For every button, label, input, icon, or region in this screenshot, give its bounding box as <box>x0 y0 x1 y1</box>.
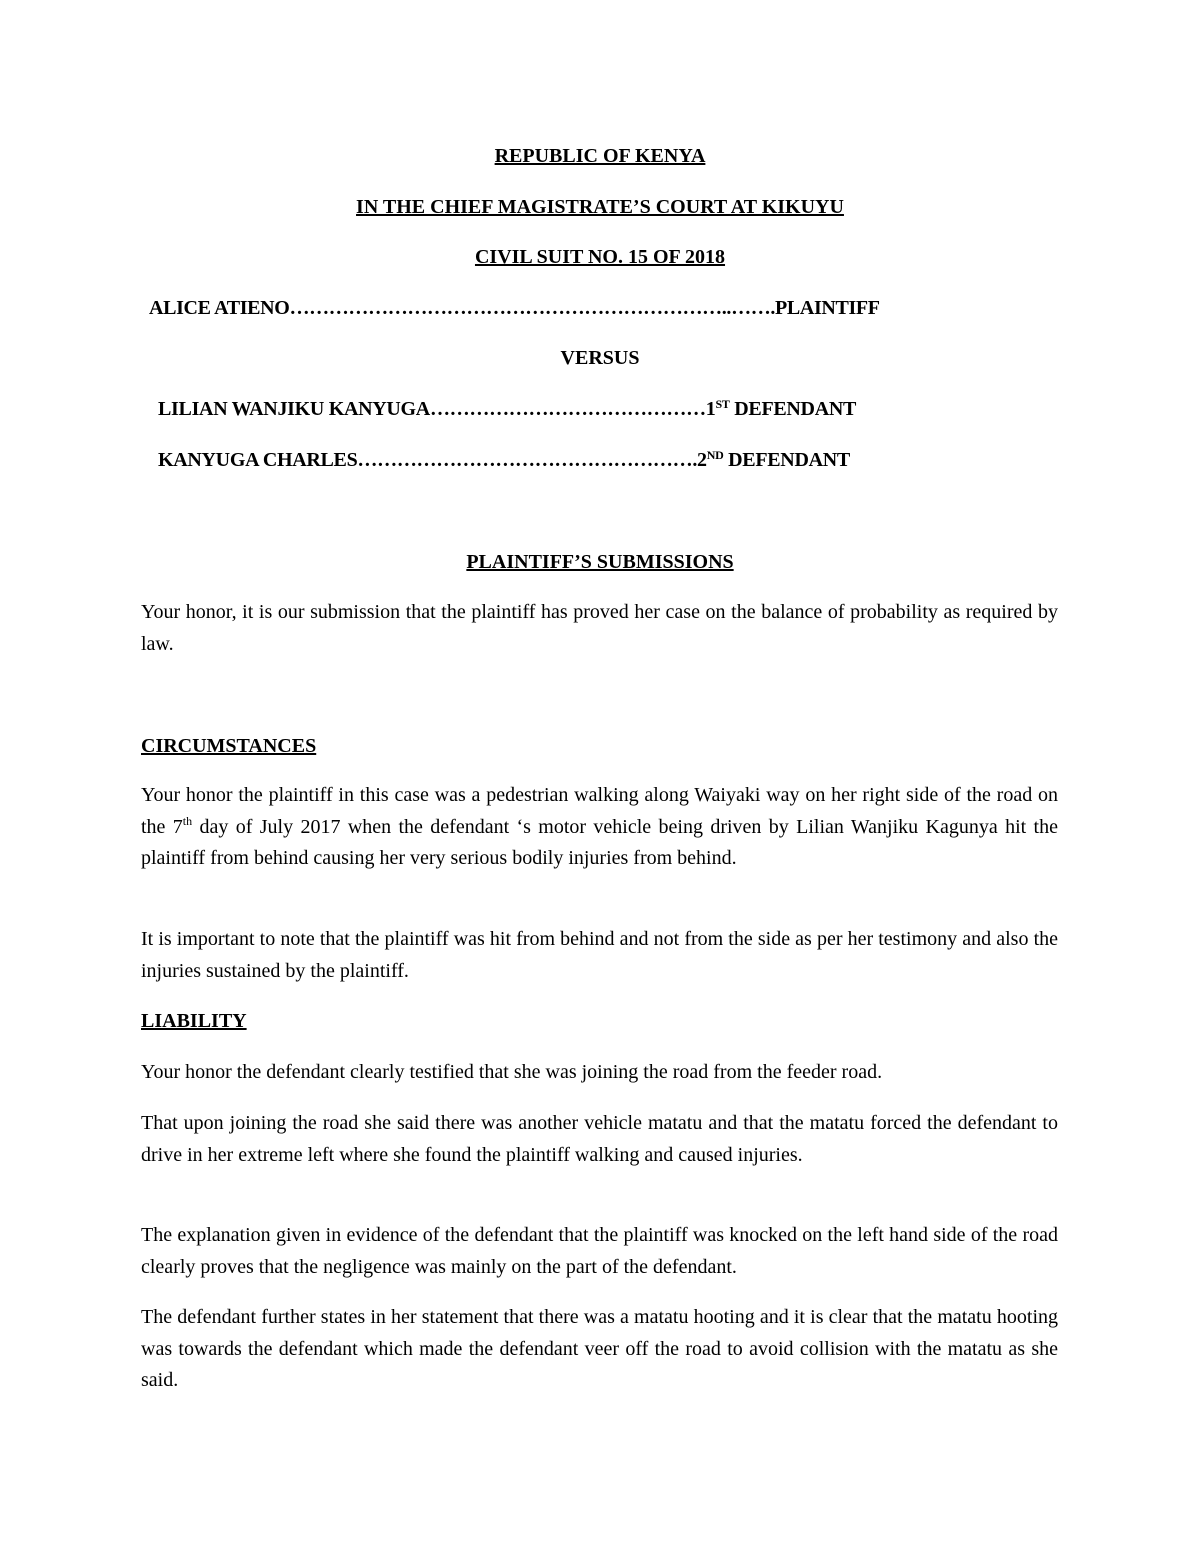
liability-paragraph-3: The explanation given in evidence of the defendant that the plaintiff was knocked on the left hand side of the road clearly proves that the negligence was mainly on the part of the defendant. <box>141 1224 1058 1278</box>
plaintiff-name: ALICE ATIENO <box>149 297 290 319</box>
versus-label: VERSUS <box>560 347 640 369</box>
liability-paragraph-1: Your honor the defendant clearly testified that she was joining the road from the feeder road. <box>141 1061 883 1083</box>
plaintiff-leader-dots: …………………………………………………………..……. <box>289 297 776 319</box>
defendant1-line <box>158 396 856 422</box>
defendant2-number: 2 <box>697 449 707 471</box>
defendant2-line <box>158 447 850 473</box>
defendant2-ordinal: ND <box>706 448 724 462</box>
header-country: REPUBLIC OF KENYA <box>494 145 706 167</box>
plaintiff-role: PLAINTIFF <box>775 297 880 319</box>
defendant1-leader-dots: …………………………………… <box>429 398 706 420</box>
defendant2-name: KANYUGA CHARLES <box>158 449 358 471</box>
circumstances-p1-ordinal: th <box>182 813 193 828</box>
liability-paragraph-2: That upon joining the road she said there was another vehicle matatu and that the matatu forced the defendant to drive in her extreme left where she found the plaintiff walking and caused injuries. <box>141 1112 1058 1166</box>
defendant1-number: 1 <box>705 398 716 420</box>
liability-heading: LIABILITY <box>141 1010 247 1032</box>
header-suit-number: CIVIL SUIT NO. 15 OF 2018 <box>474 246 726 268</box>
plaintiff-line <box>149 295 880 321</box>
defendant1-role: DEFENDANT <box>729 398 857 420</box>
header-court: IN THE CHIEF MAGISTRATE’S COURT AT KIKUYU <box>356 196 844 218</box>
circumstances-paragraph-2: It is important to note that the plaintiff was hit from behind and not from the side as per her testimony and also the injuries sustained by the plaintiff. <box>141 928 1058 982</box>
circumstances-paragraph-1 <box>141 780 1058 875</box>
circumstances-heading: CIRCUMSTANCES <box>141 735 317 757</box>
submissions-title: PLAINTIFF’S SUBMISSIONS <box>466 551 734 573</box>
defendant1-name: LILIAN WANJIKU KANYUGA <box>158 398 430 420</box>
submissions-intro-paragraph: Your honor, it is our submission that the plaintiff has proved her case on the balance of probability as required by law. <box>141 601 1058 655</box>
defendant1-ordinal: ST <box>715 397 730 411</box>
circumstances-p1-text-a: Your honor the plaintiff in this case was a pedestrian walking along Waiyaki way on her right side of the road on the 7 <box>141 784 1058 838</box>
defendant2-role: DEFENDANT <box>723 449 850 471</box>
defendant2-leader-dots: ……………………………………………. <box>357 449 698 471</box>
circumstances-p1-text-b: day of July 2017 when the defendant ‘s motor vehicle being driven by Lilian Wanjiku Kagunya hit the plaintiff from behind causing her very serious bodily injuries from behind. <box>141 815 1058 869</box>
liability-paragraph-4: The defendant further states in her statement that there was a matatu hooting and it is clear that the matatu hooting was towards the defendant which made the defendant veer off the road to avoid collision with the matatu as she said. <box>141 1306 1058 1391</box>
